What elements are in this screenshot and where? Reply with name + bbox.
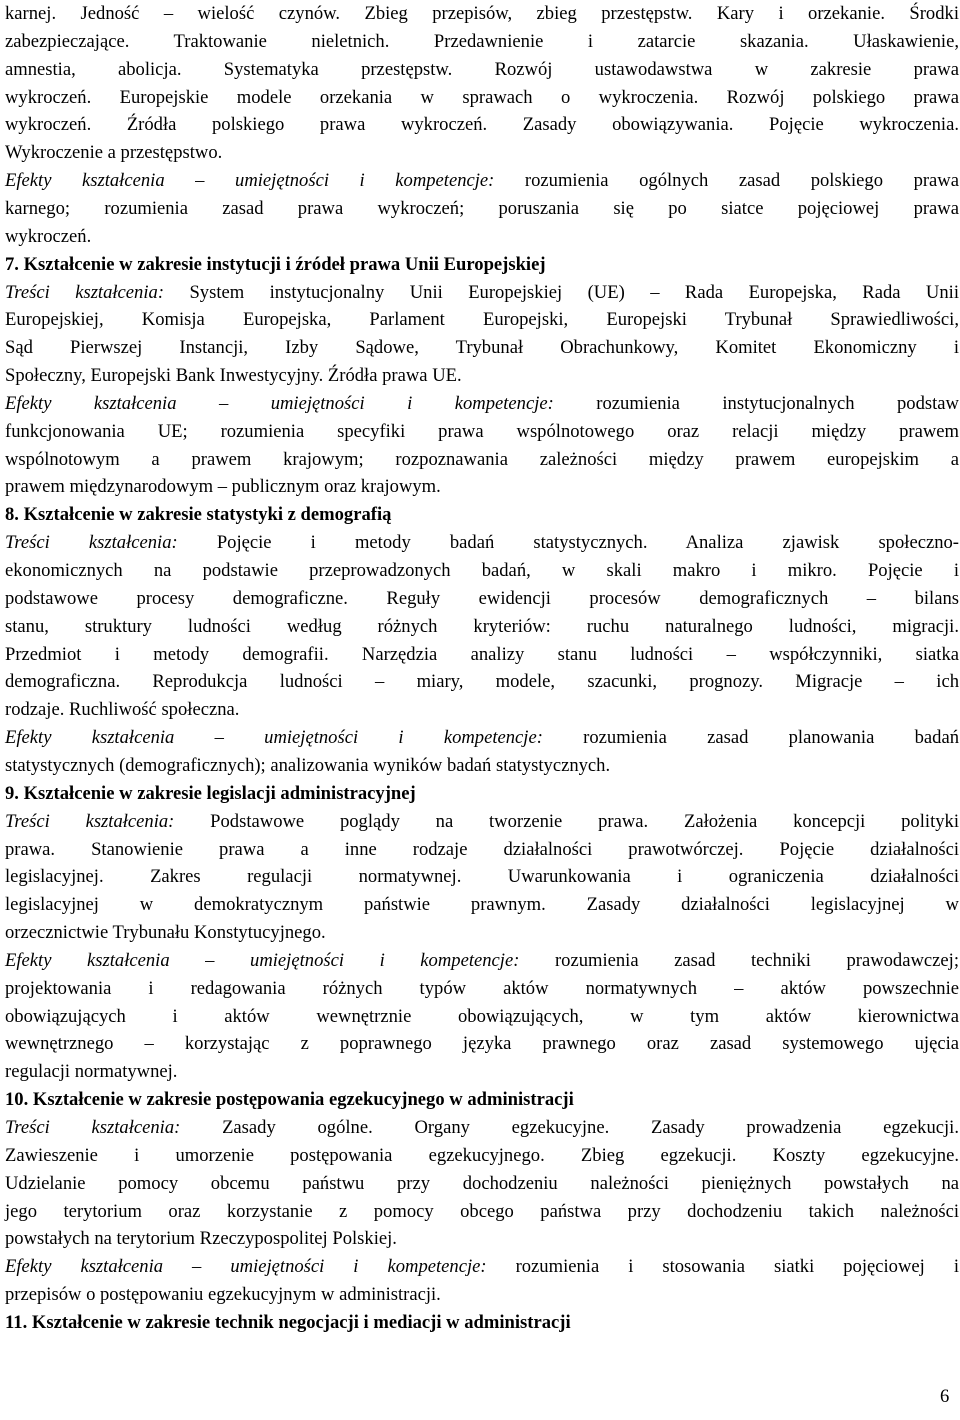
line-text: wspólnotowym a prawem krajowym; rozpoznawania zależności między prawem europejskim a xyxy=(5,448,959,470)
line-text: karnego; rozumienia zasad prawa wykroczeń; poruszania się po siatce pojęciowej prawa xyxy=(5,197,959,219)
line-text: Wykroczenie a przestępstwo. xyxy=(5,142,223,164)
line-text: Podstawowe poglądy na tworzenie prawa. Założenia koncepcji polityki xyxy=(174,810,959,832)
text-line xyxy=(5,752,959,780)
section-heading xyxy=(5,780,959,808)
text-line xyxy=(5,28,959,56)
text-line xyxy=(5,446,959,474)
line-text: legislacyjnej w demokratycznym państwie prawnym. Zasady działalności legislacyjnej w xyxy=(5,894,959,916)
line-text: Przedmiot i metody demografii. Narzędzia analizy stanu ludności – współczynniki, siatka xyxy=(5,643,959,665)
text-line xyxy=(5,473,959,501)
text-line xyxy=(5,919,959,947)
line-text: rozumienia i stosowania siatki pojęciowej i xyxy=(486,1256,959,1278)
line-text: powstałych na terytorium Rzeczypospolitej Polskiej. xyxy=(5,1228,397,1250)
text-line xyxy=(5,1114,959,1142)
line-text: rozumienia zasad planowania badań xyxy=(542,727,959,749)
line-text: wykroczeń. xyxy=(5,225,92,247)
line-text: Społeczny, Europejski Bank Inwestycyjny. Źródła prawa UE. xyxy=(5,365,462,387)
line-text: rozumienia instytucjonalnych podstaw xyxy=(553,392,959,414)
text-line xyxy=(5,668,959,696)
text-line xyxy=(5,891,959,919)
text-line xyxy=(5,1281,959,1309)
text-line xyxy=(5,139,959,167)
heading-text: 8. Kształcenie w zakresie statystyki z demografią xyxy=(5,504,392,526)
section-heading xyxy=(5,1086,959,1114)
text-line xyxy=(5,223,959,251)
line-text: prawem międzynarodowym – publicznym oraz krajowym. xyxy=(5,476,441,498)
line-text: rozumienia zasad techniki prawodawczej; xyxy=(519,949,959,971)
text-line xyxy=(5,1003,959,1031)
text-line xyxy=(5,1030,959,1058)
line-text: Zasady ogólne. Organy egzekucyjne. Zasady prowadzenia egzekucji. xyxy=(180,1117,959,1138)
heading-text: 7. Kształcenie w zakresie instytucji i źródeł prawa Unii Europejskiej xyxy=(5,253,546,275)
text-line xyxy=(5,836,959,864)
text-line xyxy=(5,947,959,975)
italic-label: Treści kształcenia: xyxy=(5,281,165,303)
italic-label: Efekty kształcenia – umiejętności i kompetencje: xyxy=(5,949,520,971)
line-text: przepisów o postępowaniu egzekucyjnym w administracji. xyxy=(5,1284,441,1306)
line-text: obowiązujących i aktów wewnętrznie obowiązujących, w tym aktów kierownictwa xyxy=(5,1005,959,1027)
text-line xyxy=(5,1170,959,1198)
text-line xyxy=(5,306,959,334)
page-number: 6 xyxy=(940,1386,950,1407)
text-line xyxy=(5,195,959,223)
text-line xyxy=(5,1058,959,1086)
line-text: karnej. Jedność – wielość czynów. Zbieg przepisów, zbieg przestępstw. Kary i orzekanie. Środki xyxy=(5,3,959,24)
text-line xyxy=(5,696,959,724)
text-line xyxy=(5,641,959,669)
text-line xyxy=(5,808,959,836)
heading-text: 11. Kształcenie w zakresie technik negocjacji i mediacji w administracji xyxy=(5,1311,571,1333)
line-text: Pojęcie i metody badań statystycznych. Analiza zjawisk społeczno- xyxy=(177,532,959,554)
text-line xyxy=(5,1198,959,1226)
heading-text: 9. Kształcenie w zakresie legislacji administracyjnej xyxy=(5,782,416,804)
italic-label: Efekty kształcenia – umiejętności i kompetencje: xyxy=(5,1256,487,1278)
line-text: podstawowe procesy demograficzne. Reguły ewidencji procesów demograficznych – bilans xyxy=(5,587,959,609)
line-text: ekonomicznych na podstawie przeprowadzonych badań, w skali makro i mikro. Pojęcie i xyxy=(5,560,959,581)
line-text: zabezpieczające. Traktowanie nieletnich. Przedawnienie i zatarcie skazania. Ułaskawienie, xyxy=(5,30,959,52)
text-line xyxy=(5,585,959,613)
line-text: legislacyjnej. Zakres regulacji normatywnej. Uwarunkowania i ograniczenia działalności xyxy=(5,866,959,888)
text-line xyxy=(5,56,959,84)
text-line xyxy=(5,1225,959,1253)
section-heading xyxy=(5,501,959,529)
line-text: funkcjonowania UE; rozumienia specyfiki prawa wspólnotowego oraz relacji między prawem xyxy=(5,420,959,442)
italic-label: Treści kształcenia: xyxy=(5,810,175,832)
line-text: projektowania i redagowania różnych typów aktów normatywnych – aktów powszechnie xyxy=(5,977,959,999)
italic-label: Efekty kształcenia – umiejętności i kompetencje: xyxy=(5,392,554,414)
italic-label: Treści kształcenia: xyxy=(5,1117,181,1138)
text-line xyxy=(5,362,959,390)
line-text: System instytucjonalny Unii Europejskiej (UE) – Rada Europejska, Rada Unii xyxy=(164,281,959,303)
text-line xyxy=(5,724,959,752)
text-line xyxy=(5,557,959,585)
text-line xyxy=(5,0,959,28)
line-text: wykroczeń. Europejskie modele orzekania w sprawach o wykroczenia. Rozwój polskiego prawa xyxy=(5,86,959,108)
line-text: rodzaje. Ruchliwość społeczna. xyxy=(5,699,240,721)
italic-label: Efekty kształcenia – umiejętności i kompetencje: xyxy=(5,727,543,749)
italic-label: Efekty kształcenia – umiejętności i kompetencje: xyxy=(5,170,495,192)
text-line xyxy=(5,111,959,139)
heading-text: 10. Kształcenie w zakresie postępowania egzekucyjnego w administracji xyxy=(5,1089,574,1111)
text-line xyxy=(5,1253,959,1281)
section-heading xyxy=(5,1309,959,1337)
line-text: orzecznictwie Trybunału Konstytucyjnego. xyxy=(5,922,326,944)
line-text: jego terytorium oraz korzystanie z pomocy obcego państwa przy dochodzeniu takich należności xyxy=(5,1200,959,1222)
line-text: amnestia, abolicja. Systematyka przestępstw. Rozwój ustawodawstwa w zakresie prawa xyxy=(5,58,959,80)
text-line xyxy=(5,863,959,891)
text-line xyxy=(5,613,959,641)
text-line xyxy=(5,390,959,418)
text-line xyxy=(5,975,959,1003)
text-line xyxy=(5,167,959,195)
text-line xyxy=(5,529,959,557)
line-text: Sąd Pierwszej Instancji, Izby Sądowe, Trybunał Obrachunkowy, Komitet Ekonomiczny i xyxy=(5,337,959,359)
line-text: Europejskiej, Komisja Europejska, Parlament Europejski, Europejski Trybunał Sprawiedliwości, xyxy=(5,309,959,331)
line-text: demograficzna. Reprodukcja ludności – miary, modele, szacunki, prognozy. Migracje – ich xyxy=(5,671,959,693)
line-text: wykroczeń. Źródła polskiego prawa wykroczeń. Zasady obowiązywania. Pojęcie wykroczenia. xyxy=(5,114,959,136)
line-text: stanu, struktury ludności według różnych kryteriów: ruchu naturalnego ludności, migracji. xyxy=(5,615,959,637)
text-line xyxy=(5,84,959,112)
line-text: Zawieszenie i umorzenie postępowania egzekucyjnego. Zbieg egzekucji. Koszty egzekucyjne. xyxy=(5,1144,959,1166)
line-text: statystycznych (demograficznych); analizowania wyników badań statystycznych. xyxy=(5,754,611,776)
text-line xyxy=(5,334,959,362)
text-line xyxy=(5,279,959,307)
line-text: rozumienia ogólnych zasad polskiego prawa xyxy=(494,170,959,192)
line-text: regulacji normatywnej. xyxy=(5,1061,178,1083)
italic-label: Treści kształcenia: xyxy=(5,532,178,554)
line-text: prawa. Stanowienie prawa a inne rodzaje działalności prawotwórczej. Pojęcie działalności xyxy=(5,838,959,860)
line-text: Udzielanie pomocy obcemu państwu przy dochodzeniu należności pieniężnych powstałych na xyxy=(5,1172,959,1194)
line-text: wewnętrznego – korzystając z poprawnego języka prawnego oraz zasad systemowego ujęcia xyxy=(5,1033,959,1055)
section-heading xyxy=(5,251,959,279)
text-line xyxy=(5,1142,959,1170)
text-line xyxy=(5,418,959,446)
